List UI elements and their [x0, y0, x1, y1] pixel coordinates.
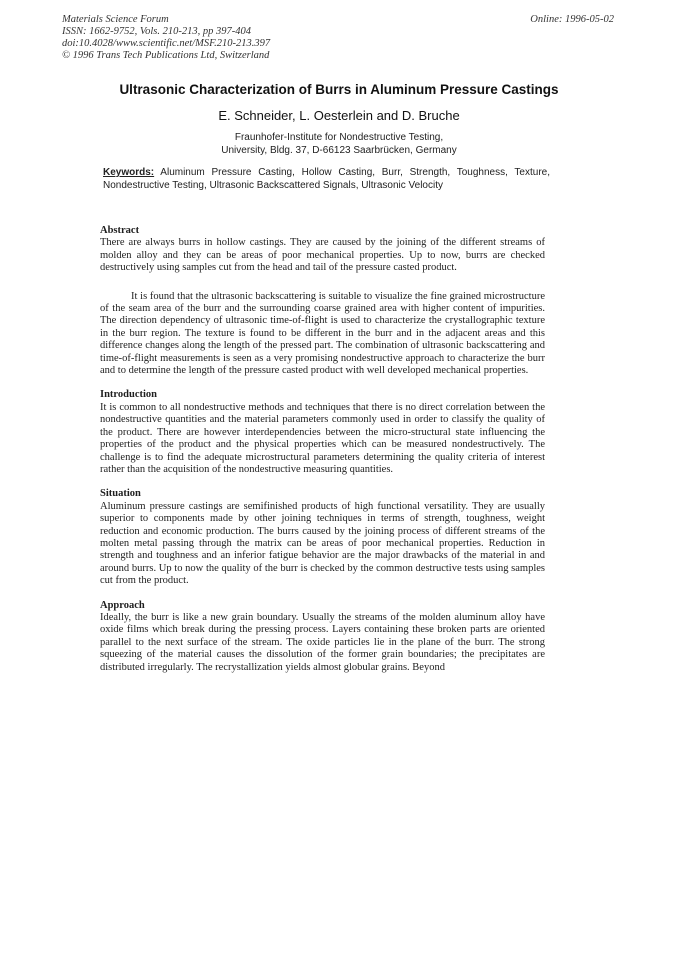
header-citation — [62, 14, 270, 62]
approach-heading: Approach — [100, 599, 145, 611]
abstract-paragraph-2: It is found that the ultrasonic backscattering is suitable to visualize the fine grained microstructure of the seam area of the burr and the surrounding coarse grained area with higher content of impurities. The direction dependency of ultrasonic time-of-flight is used to characterize the crystallographic texture in the burr region. The texture is found to be different in the burr and in the adjacent areas and this difference changes along the length of the pressed part. The combination of ultrasonic backscattering and time-of-flight measurements is seen as a very promising nondestructive approach to characterize the burr and to determine the length of the pressure casted product with well developed mechanical properties. — [100, 290, 545, 377]
journal-name: Materials Science Forum — [62, 14, 169, 25]
issn-line: ISSN: 1662-9752, Vols. 210-213, pp 397-404 — [62, 26, 251, 37]
introduction-paragraph: It is common to all nondestructive methods and techniques that there is no direct correlation between the nondestructive quantities and the material parameters commonly used in order to classify the quality of the product. There are however interdependencies between the micro-structural state influencing the properties of the product and the physical properties which can be measured nondestructively. The challenge is to find the adequate microstructural parameters determining the quality criteria of interest rather than the acquisition of the nondestructive measuring quantities. — [100, 401, 545, 475]
copyright-line: © 1996 Trans Tech Publications Ltd, Switzerland — [62, 50, 270, 61]
paper-authors: E. Schneider, L. Oesterlein and D. Bruche — [218, 108, 460, 123]
online-date: Online: 1996-05-02 — [530, 14, 614, 25]
keywords-text: Aluminum Pressure Casting, Hollow Casting, Burr, Strength, Toughness, Texture, Nondestructive Testing, Ultrasonic Backscattered Signals, Ultrasonic Velocity — [103, 167, 550, 191]
doi-line[interactable]: doi:10.4028/www.scientific.net/MSF.210-213.397 — [62, 38, 271, 49]
paper-title: Ultrasonic Characterization of Burrs in Aluminum Pressure Castings — [119, 82, 559, 97]
abstract-paragraph-1: There are always burrs in hollow castings. They are caused by the joining of the different streams of molden alloy and they can be areas of poor mechanical properties. Up to now, burrs are checked destructively using samples cut from the head and tail of the pressure casted product. — [100, 237, 545, 274]
introduction-heading: Introduction — [100, 389, 157, 401]
abstract-heading: Abstract — [100, 225, 140, 236]
keywords-block — [103, 167, 550, 192]
approach-paragraph: Ideally, the burr is like a new grain boundary. Usually the streams of the molden aluminum alloy have oxide films which break during the pressing process. Layers containing these broken parts are oriented parallel to the next surface of the stream. The oxide particles lie in the plane of the burr. The strong squeezing of the material causes the dissolution of the former grain boundaries; the precipitates are distributed irregularly. The recrystallization yields almost globular grains. Beyond — [100, 611, 545, 673]
situation-paragraph: Aluminum pressure castings are semifinished products of high functional versatility. They are usually superior to components made by other joining techniques in terms of strength, toughness, weight reduction and economic production. The burrs caused by the joining process of different streams of the molten metal passing through the matrix can be areas of poor mechanical properties. Reduction in strength and toughness and an inferior fatigue behavior are the major drawbacks of the material in and around burrs. Up to now the quality of the burr is checked by the common destructive tests using samples cut from the product. — [100, 500, 545, 587]
situation-heading: Situation — [100, 488, 141, 500]
affiliation-line-1: Fraunhofer-Institute for Nondestructive Testing, — [234, 132, 444, 143]
paper-body — [100, 225, 545, 674]
keywords-label: Keywords: — [103, 167, 155, 178]
affiliation — [0, 131, 678, 157]
affiliation-line-2: University, Bldg. 37, D-66123 Saarbrücken, Germany — [221, 145, 457, 156]
